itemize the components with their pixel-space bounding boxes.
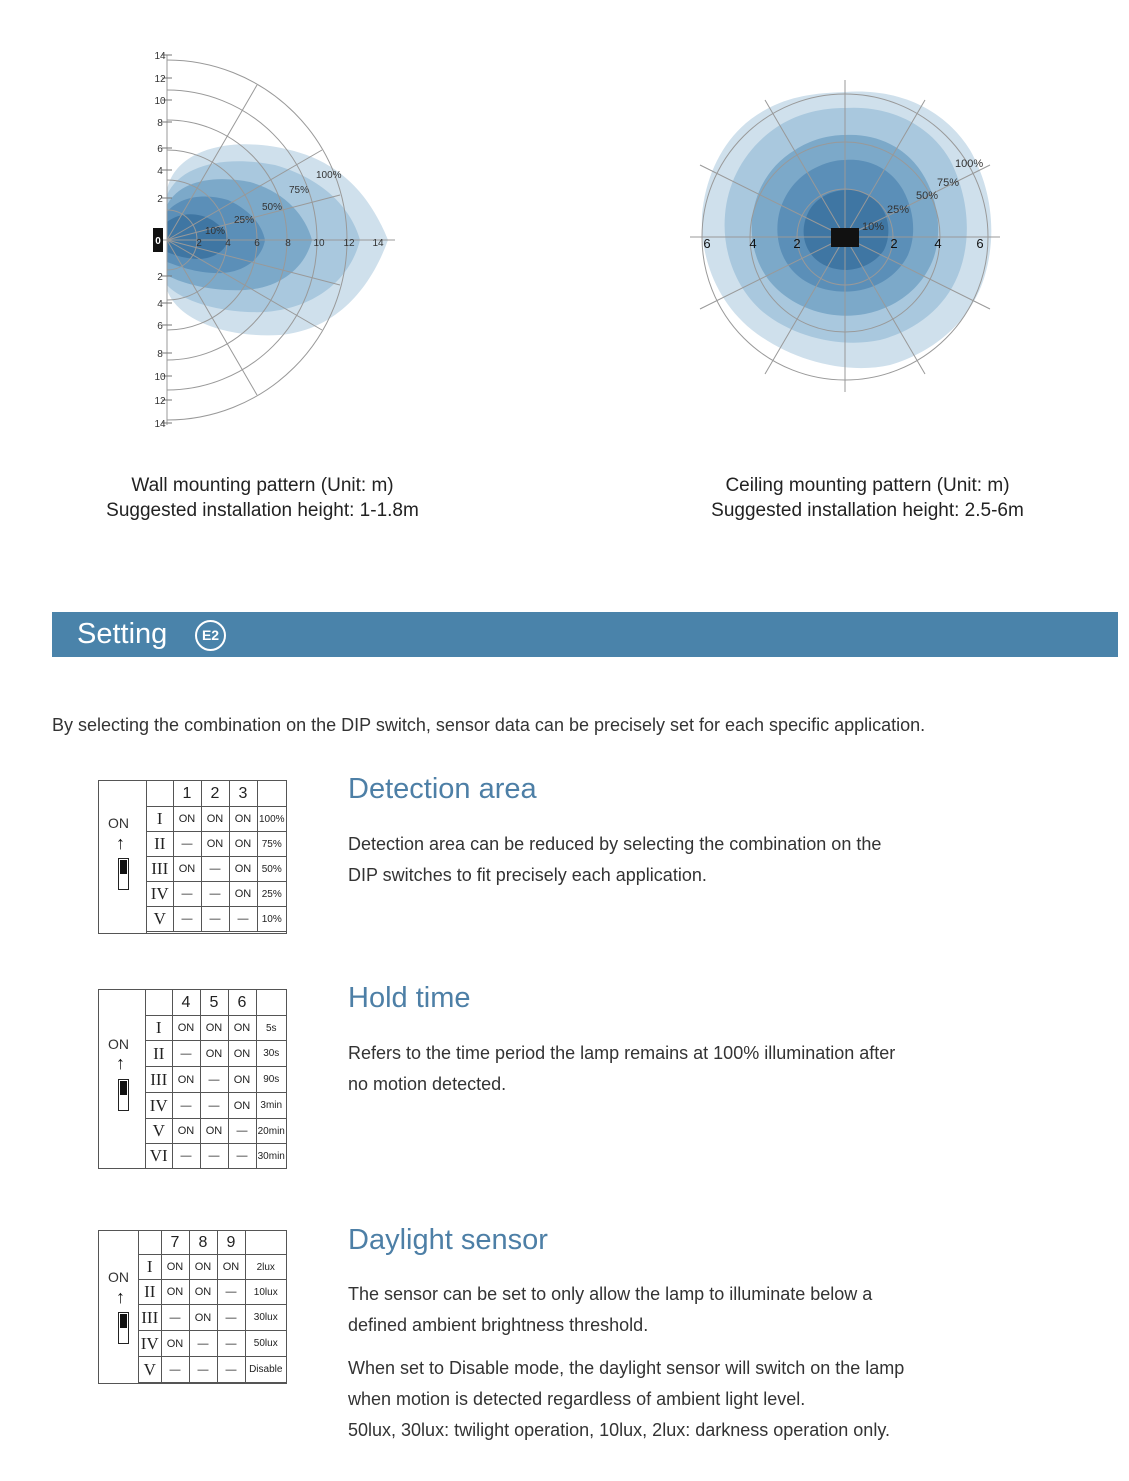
- wall-ytick: 6: [157, 321, 163, 332]
- dip-value: 20min: [256, 1119, 287, 1144]
- detection-text-line1: Detection area can be reduced by selecting the combination on the: [348, 834, 882, 854]
- dip-value: 10lux: [245, 1280, 287, 1305]
- daylight-text-line5: 50lux, 30lux: twilight operation, 10lux, 2lux: darkness operation only.: [348, 1420, 890, 1440]
- table-row: [147, 857, 287, 882]
- dip-header: 1: [173, 781, 201, 807]
- dip-cell: ON: [201, 832, 229, 857]
- dip-on-label: ON: [108, 1036, 129, 1052]
- ceiling-xtick: 2: [793, 236, 801, 251]
- wall-zone-label: 50%: [262, 202, 283, 213]
- dip-cell: ON: [229, 857, 257, 882]
- dip-switch-icon: [118, 1079, 129, 1111]
- table-row: [146, 1016, 287, 1041]
- dip-switch-side: [99, 1231, 139, 1383]
- detection-dip-diagram: [98, 780, 287, 934]
- wall-origin-label: 0: [155, 236, 161, 247]
- hold-dip-diagram: [98, 989, 287, 1169]
- dip-cell: —: [201, 857, 229, 882]
- dip-switch-side: [99, 990, 146, 1168]
- dip-cell: —: [172, 1144, 200, 1169]
- dip-cell: ON: [189, 1280, 217, 1305]
- ceiling-caption-line1: Ceiling mounting pattern (Unit: m): [725, 475, 1010, 496]
- row-roman: III: [139, 1305, 162, 1331]
- wall-ytick: 10: [154, 96, 166, 107]
- ceiling-xtick: 4: [749, 236, 757, 251]
- wall-xtick: 6: [254, 238, 260, 249]
- wall-ytick: 2: [157, 194, 163, 205]
- wall-zone-label: 75%: [289, 185, 310, 196]
- wall-caption-line2: Suggested installation height: 1-1.8m: [106, 500, 419, 521]
- ceiling-xtick: 2: [890, 236, 898, 251]
- dip-header: 6: [228, 990, 256, 1016]
- dip-cell: ON: [229, 807, 257, 832]
- daylight-dip-diagram: [98, 1230, 287, 1384]
- ceiling-caption-line2: Suggested installation height: 2.5-6m: [711, 500, 1024, 521]
- dip-value: 25%: [257, 882, 287, 907]
- wall-xtick: 2: [196, 238, 202, 249]
- dip-cell: ON: [200, 1041, 228, 1067]
- row-roman: II: [147, 832, 174, 857]
- dip-cell: ON: [189, 1255, 217, 1280]
- dip-cell: —: [172, 1041, 200, 1067]
- dip-cell: —: [161, 1305, 189, 1331]
- hold-text-line1: Refers to the time period the lamp remains at 100% illumination after: [348, 1043, 896, 1063]
- dip-header: 2: [201, 781, 229, 807]
- row-roman: IV: [146, 1093, 173, 1119]
- dip-cell: ON: [161, 1280, 189, 1305]
- dip-cell: ON: [172, 1119, 200, 1144]
- table-row: [146, 1093, 287, 1119]
- table-row: [139, 1357, 287, 1383]
- wall-xtick: 10: [313, 238, 325, 249]
- dip-cell: ON: [173, 857, 201, 882]
- daylight-text-line2: defined ambient brightness threshold.: [348, 1315, 649, 1335]
- hold-title: Hold time: [348, 982, 471, 1014]
- dip-cell: ON: [173, 807, 201, 832]
- daylight-text-extra: [348, 1353, 904, 1446]
- dip-cell: —: [217, 1305, 245, 1331]
- wall-ytick: 4: [157, 166, 163, 177]
- dip-cell: ON: [229, 882, 257, 907]
- wall-ytick: 14: [154, 51, 166, 62]
- wall-ytick: 12: [154, 74, 166, 85]
- row-roman: I: [147, 807, 174, 832]
- dip-cell: ON: [217, 1255, 245, 1280]
- daylight-text-line1: The sensor can be set to only allow the lamp to illuminate below a: [348, 1284, 873, 1304]
- daylight-text-line3: When set to Disable mode, the daylight sensor will switch on the lamp: [348, 1358, 905, 1378]
- detection-table: [146, 780, 287, 932]
- setting-banner: [52, 612, 1118, 657]
- dip-cell: —: [201, 882, 229, 907]
- hold-table: [145, 989, 287, 1169]
- dip-cell: ON: [172, 1016, 200, 1041]
- setting-title: Setting: [77, 618, 168, 650]
- ceiling-xtick: 6: [976, 236, 984, 251]
- row-roman: III: [147, 857, 174, 882]
- dip-cell: —: [217, 1357, 245, 1383]
- dip-cell: —: [217, 1331, 245, 1357]
- dip-value: 10%: [257, 907, 287, 932]
- row-roman: II: [146, 1041, 173, 1067]
- dip-up-arrow-icon: ↑: [116, 1287, 125, 1307]
- row-roman: IV: [139, 1331, 162, 1357]
- dip-header: 5: [200, 990, 228, 1016]
- row-roman: I: [139, 1255, 162, 1280]
- dip-up-arrow-icon: ↑: [116, 1053, 125, 1073]
- ceiling-sensor-marker: [831, 228, 859, 247]
- dip-value: 50lux: [245, 1331, 287, 1357]
- dip-value: 3min: [256, 1093, 287, 1119]
- dip-cell: ON: [228, 1041, 256, 1067]
- daylight-title: Daylight sensor: [348, 1224, 548, 1256]
- dip-cell: —: [200, 1144, 228, 1169]
- wall-ytick: 14: [154, 419, 166, 430]
- detection-title: Detection area: [348, 773, 537, 805]
- wall-ytick: 8: [157, 118, 163, 129]
- setting-badge: E2: [195, 620, 226, 651]
- wall-ytick: 4: [157, 299, 163, 310]
- wall-xtick: 12: [343, 238, 355, 249]
- table-row: [139, 1280, 287, 1305]
- ceiling-zone-label: 75%: [937, 177, 960, 189]
- ceiling-pattern-diagram: [680, 70, 1020, 400]
- hold-text: [348, 1038, 895, 1100]
- dip-cell: ON: [189, 1305, 217, 1331]
- dip-header: 9: [217, 1231, 245, 1255]
- dip-cell: ON: [200, 1119, 228, 1144]
- dip-up-arrow-icon: ↑: [116, 833, 125, 853]
- dip-value: 30s: [256, 1041, 287, 1067]
- dip-header: 4: [172, 990, 200, 1016]
- dip-switch-side: [99, 781, 147, 933]
- row-roman: II: [139, 1280, 162, 1305]
- wall-xtick: 8: [285, 238, 291, 249]
- dip-value: Disable: [245, 1357, 287, 1383]
- dip-cell: ON: [200, 1016, 228, 1041]
- row-roman: I: [146, 1016, 173, 1041]
- ceiling-zone-label: 25%: [887, 204, 910, 216]
- wall-xtick: 14: [372, 238, 384, 249]
- dip-cell: ON: [161, 1331, 189, 1357]
- hold-text-line2: no motion detected.: [348, 1074, 507, 1094]
- dip-switch-icon: [118, 858, 129, 890]
- table-row: [139, 1255, 287, 1280]
- ceiling-zone-label: 10%: [862, 221, 885, 233]
- wall-zone-label: 100%: [316, 170, 342, 181]
- wall-ytick: 10: [154, 372, 166, 383]
- dip-switch-icon: [118, 1312, 129, 1344]
- table-row: [147, 907, 287, 932]
- dip-cell: ON: [161, 1255, 189, 1280]
- ceiling-xtick: 6: [703, 236, 711, 251]
- dip-cell: —: [189, 1331, 217, 1357]
- dip-cell: —: [217, 1280, 245, 1305]
- table-row: [139, 1331, 287, 1357]
- ceiling-pattern-caption: [665, 473, 1070, 523]
- dip-cell: —: [228, 1119, 256, 1144]
- daylight-text-line4: when motion is detected regardless of ambient light level.: [348, 1389, 806, 1409]
- wall-ytick: 2: [157, 272, 163, 283]
- dip-cell: —: [172, 1093, 200, 1119]
- table-row: [147, 832, 287, 857]
- wall-zone-label: 10%: [205, 226, 226, 237]
- dip-value: 75%: [257, 832, 287, 857]
- ceiling-xtick: 4: [934, 236, 942, 251]
- dip-cell: ON: [172, 1067, 200, 1093]
- row-roman: V: [147, 907, 174, 932]
- wall-ytick: 8: [157, 349, 163, 360]
- dip-cell: —: [161, 1357, 189, 1383]
- dip-value: 100%: [257, 807, 287, 832]
- dip-cell: —: [189, 1357, 217, 1383]
- dip-cell: ON: [228, 1067, 256, 1093]
- ceiling-zone-label: 50%: [916, 190, 939, 202]
- dip-cell: —: [200, 1093, 228, 1119]
- detection-text-line2: DIP switches to fit precisely each application.: [348, 865, 707, 885]
- dip-cell: —: [228, 1144, 256, 1169]
- dip-cell: —: [201, 907, 229, 932]
- detection-text: [348, 829, 881, 891]
- wall-ytick: 6: [157, 144, 163, 155]
- table-row: [147, 807, 287, 832]
- dip-header: 7: [161, 1231, 189, 1255]
- dip-on-label: ON: [108, 1269, 129, 1285]
- wall-zone-label: 25%: [234, 215, 255, 226]
- dip-cell: ON: [201, 807, 229, 832]
- row-roman: V: [146, 1119, 173, 1144]
- table-row: [146, 1041, 287, 1067]
- table-row: [146, 1067, 287, 1093]
- wall-caption-line1: Wall mounting pattern (Unit: m): [131, 475, 394, 496]
- dip-header: 8: [189, 1231, 217, 1255]
- table-row: [147, 882, 287, 907]
- dip-cell: —: [173, 907, 201, 932]
- dip-value: 30lux: [245, 1305, 287, 1331]
- dip-cell: ON: [228, 1016, 256, 1041]
- table-row: [146, 1144, 287, 1169]
- dip-value: 50%: [257, 857, 287, 882]
- dip-cell: ON: [229, 832, 257, 857]
- dip-cell: —: [200, 1067, 228, 1093]
- table-row: [146, 1119, 287, 1144]
- row-roman: IV: [147, 882, 174, 907]
- wall-pattern-diagram: [140, 40, 410, 440]
- dip-value: 5s: [256, 1016, 287, 1041]
- wall-pattern-caption: [60, 473, 465, 523]
- wall-xtick: 4: [225, 238, 231, 249]
- row-roman: VI: [146, 1144, 173, 1169]
- dip-on-label: ON: [108, 815, 129, 831]
- dip-header: 3: [229, 781, 257, 807]
- setting-intro: By selecting the combination on the DIP switch, sensor data can be precisely set for each specific application.: [52, 715, 926, 735]
- dip-value: 2lux: [245, 1255, 287, 1280]
- dip-cell: —: [173, 882, 201, 907]
- daylight-table: [138, 1230, 287, 1383]
- table-row: [139, 1305, 287, 1331]
- row-roman: V: [139, 1357, 162, 1383]
- dip-cell: ON: [228, 1093, 256, 1119]
- wall-ytick: 12: [154, 396, 166, 407]
- dip-cell: —: [173, 832, 201, 857]
- daylight-text: [348, 1279, 872, 1341]
- dip-value: 90s: [256, 1067, 287, 1093]
- dip-value: 30min: [256, 1144, 287, 1169]
- dip-cell: —: [229, 907, 257, 932]
- ceiling-zone-label: 100%: [955, 158, 984, 170]
- row-roman: III: [146, 1067, 173, 1093]
